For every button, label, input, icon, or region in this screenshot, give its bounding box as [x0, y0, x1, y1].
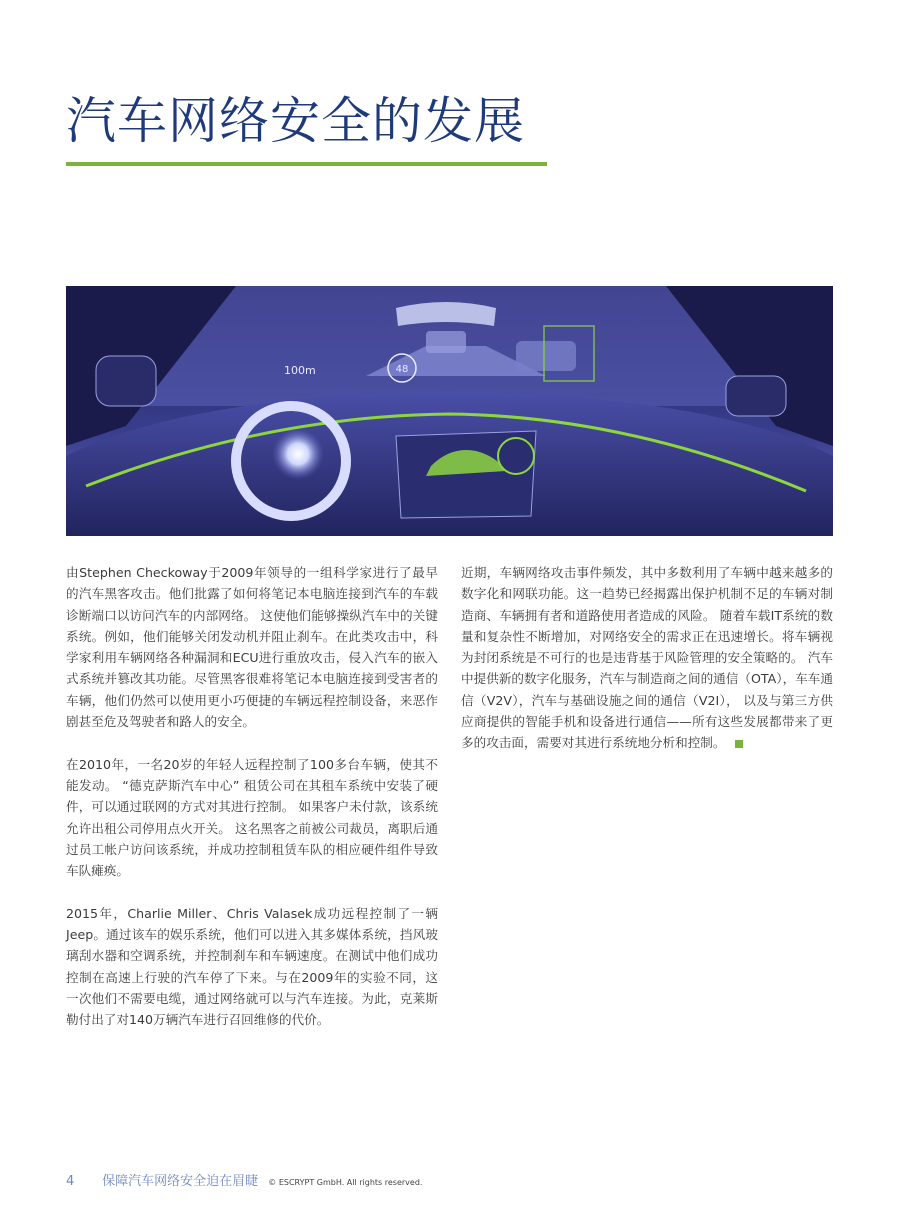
paragraph: 由Stephen Checkoway于2009年领导的一组科学家进行了最早的汽车黑客攻击。他们批露了如何将笔记本电脑连接到汽车的车载诊断端口以访问汽车的内部网络。 这使他们能够操纵汽车中的关键系统。例如，他们能够关闭发动机并阻止刹车。在此类攻击中，科学家利用车辆网络各种漏洞和ECU进行重放攻击，侵入汽车的嵌入式系统并篡改其功能。尽管黑客很难将笔记本电脑连接到受害者的车辆，他们仍然可以使用更小巧便捷的车辆远程控制设备，来恶作剧甚至危及驾驶者和路人的安全。 — [66, 565, 438, 730]
text-column-left — [66, 562, 438, 1052]
paragraph: 在2010年，一名20岁的年轻人远程控制了100多台车辆，使其不能发动。 “德克萨斯汽车中心” 租赁公司在其租车系统中安装了硬件，可以通过联网的方式对其进行控制。 如果客户未付款，该系统允许出租公司停用点火开关。 这名黑客之前被公司裁员，离职后通过员工帐户访问该系统，并成功控制租赁车队的相应硬件组件导致车队瘫痪。 — [66, 756, 438, 879]
paragraph-with-end-mark — [461, 562, 833, 754]
page-title: 汽车网络安全的发展 — [66, 92, 525, 150]
paragraph: 近期，车辆网络攻击事件频发，其中多数利用了车辆中越来越多的数字化和网联功能。这一趋势已经揭露出保护机制不足的车辆对制造商、车辆拥有者和道路使用者造成的风险。 随着车载IT系统的数量和复杂性不断增加，对网络安全的需求正在迅速增长。将车辆视为封闭系统是不可行的也是违背基于风险管理的安全策略的。 汽车中提供新的数字化服务，汽车与制造商之间的通信（OTA），车车通信（V2V），汽车与基础设施之间的通信（V2I）， 以及与第三方供应商提供的智能手机和设备进行通信——所有这些发展都带来了更多的攻击面，需要对其进行系统地分析和控制。 — [461, 565, 833, 751]
page-number: 4 — [66, 1174, 75, 1189]
paragraph: 2015年，Charlie Miller、Chris Valasek成功远程控制了一辆Jeep。通过该车的娱乐系统，他们可以进入其多媒体系统，挡风玻璃刮水器和空调系统，并控制刹车和车辆速度。在测试中他们成功控制在高速上行驶的汽车停了下来。与在2009年的实验不同，这一次他们不需要电缆，通过网络就可以与汽车连接。为此，克莱斯勒付出了对140万辆汽车进行召回维修的代价。 — [66, 905, 438, 1028]
copyright-notice: © ESCRYPT GmbH. All rights reserved. — [268, 1178, 423, 1187]
hero-image — [66, 286, 833, 536]
running-title: 保障汽车网络安全迫在眉睫 — [102, 1174, 259, 1189]
page-footer — [66, 1170, 422, 1189]
end-of-article-mark — [735, 740, 743, 748]
hud-distance: 100m — [284, 364, 316, 377]
text-column-right — [461, 562, 833, 775]
hud-speed: 48 — [395, 364, 409, 375]
title-underline — [66, 162, 547, 166]
